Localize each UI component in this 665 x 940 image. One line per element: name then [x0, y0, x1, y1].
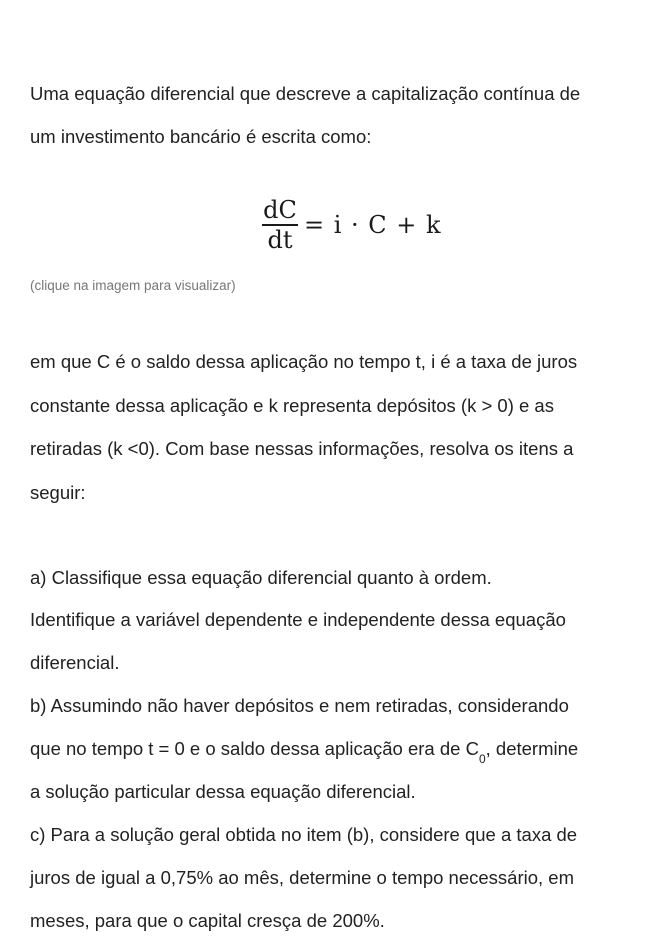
item-b-line-3: a solução particular dessa equação diferencial.: [30, 781, 416, 802]
item-b-line-2-tail: , determine: [485, 738, 579, 759]
intro-line-1: Uma equação diferencial que descreve a capitalização contínua de: [30, 83, 581, 104]
equation-fraction: [262, 196, 298, 254]
intro-line-2: um investimento bancário é escrita como:: [30, 126, 372, 147]
image-caption-link[interactable]: (clique na imagem para visualizar): [30, 278, 236, 293]
item-c-line-2: juros de igual a 0,75% ao mês, determine o tempo necessário, em: [30, 867, 574, 888]
item-b-line-2-text: que no tempo t = 0 e o saldo dessa aplicação era de C: [30, 738, 479, 759]
differential-equation-image[interactable]: [262, 196, 442, 254]
body-line-3: retiradas (k <0). Com base nessas informações, resolva os itens a: [30, 438, 574, 459]
c-zero-subscript: 0: [478, 752, 486, 766]
equation-rhs: = i · C + k: [304, 210, 442, 239]
item-c-line-1: c) Para a solução geral obtida no item (b), considere que a taxa de: [30, 824, 578, 845]
item-a-line-2: Identifique a variável dependente e independente dessa equação: [30, 609, 566, 630]
item-b-line-2: [30, 737, 579, 766]
item-a-line-3: diferencial.: [30, 652, 120, 673]
equation-numerator: dC: [263, 196, 297, 224]
body-line-2: constante dessa aplicação e k representa depósitos (k > 0) e as: [30, 395, 554, 416]
body-line-4: seguir:: [30, 482, 86, 503]
item-c-line-3: meses, para que o capital cresça de 200%.: [30, 910, 385, 931]
item-b-line-1: b) Assumindo não haver depósitos e nem retiradas, considerando: [30, 695, 569, 716]
body-line-1: em que C é o saldo dessa aplicação no tempo t, i é a taxa de juros: [30, 351, 578, 372]
item-a-line-1: a) Classifique essa equação diferencial quanto à ordem.: [30, 567, 492, 588]
equation-denominator: dt: [267, 225, 293, 254]
